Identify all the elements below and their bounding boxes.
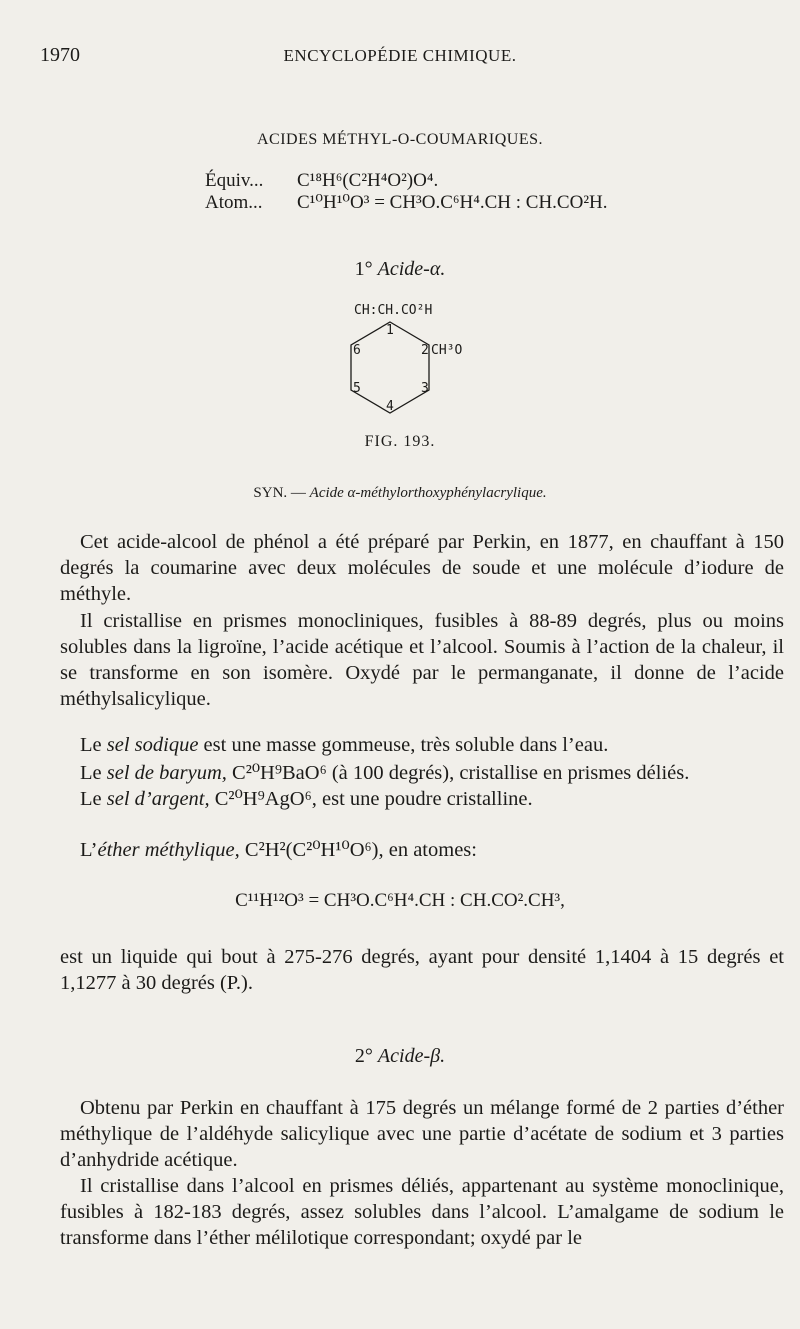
salt-barium-rest: C²⁰H⁹BaO⁶ (à 100 degrés), cristallise en prismes déliés. xyxy=(232,762,690,784)
synonym-dash: — xyxy=(290,485,306,501)
salt-silver-line xyxy=(80,786,533,811)
figure-position-4: 4 xyxy=(386,399,394,414)
benzene-ring-figure xyxy=(320,298,480,428)
figure-position-3: 3 xyxy=(421,381,429,396)
salt-barium-name: sel de baryum, xyxy=(106,762,227,784)
ether-rest: C²H²(C²⁰H¹⁰O⁶), en atomes: xyxy=(244,839,477,861)
formula-atom-label: Atom... xyxy=(205,192,263,213)
section-title: ACIDES MÉTHYL-O-COUMARIQUES. xyxy=(257,131,543,148)
alpha-paragraph-1: Cet acide-alcool de phénol a été préparé par Perkin, en 1877, en chauffant à 150 degrés la coumarine avec deux molécules de soude et une molécule d’iodure de méthyle. xyxy=(60,531,784,605)
salt-barium-line xyxy=(80,760,689,785)
figure-position-5: 5 xyxy=(353,381,361,396)
ether-name: éther méthylique, xyxy=(97,839,240,861)
formula-atom-row xyxy=(205,192,608,214)
beta-paragraph-1: Obtenu par Perkin en chauffant à 175 degrés un mélange formé de 2 parties d’éther méthylique de l’aldéhyde salicylique avec une partie d’acétate de sodium et 3 parties d’anhydride acétique. xyxy=(60,1097,784,1171)
ether-line xyxy=(80,837,477,862)
beta-paragraph-2: Il cristallise dans l’alcool en prismes déliés, appartenant au système monoclinique, fusibles à 182-183 degrés, assez solubles dans l’alcool. L’amalgame de sodium le transforme dans l’éther mélilotique correspondant; oxydé par le xyxy=(60,1175,784,1249)
salt-sodium-rest: est une masse gommeuse, très soluble dans l’eau. xyxy=(203,734,609,756)
salt-silver-pre: Le xyxy=(80,788,102,810)
acid-alpha-number: 1° xyxy=(354,258,373,280)
salt-sodium-pre: Le xyxy=(80,734,102,756)
figure-caption: FIG. 193. xyxy=(364,433,436,450)
formula-atom: C¹⁰H¹⁰O³ = CH³O.C⁶H⁴.CH : CH.CO²H. xyxy=(297,192,608,213)
acid-alpha-heading xyxy=(0,258,800,281)
figure-position-2: 2 xyxy=(421,343,429,358)
acid-beta-heading xyxy=(0,1045,800,1068)
acid-alpha-name: Acide-α. xyxy=(377,258,446,280)
acid-beta-number: 2° xyxy=(354,1045,373,1067)
salt-sodium-name: sel sodique xyxy=(106,734,199,756)
salt-barium-pre: Le xyxy=(80,762,102,784)
formula-equiv-label: Équiv... xyxy=(205,170,264,191)
figure-position-1: 1 xyxy=(386,323,394,338)
formula-block xyxy=(205,170,608,214)
figure-substituent: CH³O xyxy=(431,343,463,358)
alpha-paragraph-3: est un liquide qui bout à 275-276 degrés, ayant pour densité 1,1404 à 15 degrés et 1,1277 à 30 degrés (P.). xyxy=(60,946,784,994)
salt-silver-rest: C²⁰H⁹AgO⁶, est une poudre cristalline. xyxy=(214,788,533,810)
figure-side-chain: CH:CH.CO²H xyxy=(354,303,433,318)
alpha-paragraph-2: Il cristallise en prismes monocliniques, fusibles à 88-89 degrés, plus ou moins solubles dans la ligroïne, l’acide acétique et l’alcool. Soumis à l’action de la chaleur, il se transforme en son isomère. Oxydé par le permanganate, il donne de l’acide méthylsalicylique. xyxy=(60,610,784,710)
ether-formula: C¹¹H¹²O³ = CH³O.C⁶H⁴.CH : CH.CO².CH³, xyxy=(235,890,565,911)
ether-pre: L’ xyxy=(80,839,98,861)
synonym-label: SYN. xyxy=(253,485,288,501)
salt-silver-name: sel d’argent, xyxy=(106,788,210,810)
formula-equiv-row xyxy=(205,170,608,192)
figure-position-6: 6 xyxy=(353,343,361,358)
salt-sodium-line xyxy=(80,734,608,757)
synonym-text: Acide α-méthylorthoxyphénylacrylique. xyxy=(309,485,547,501)
acid-beta-name: Acide-β. xyxy=(377,1045,446,1067)
running-title: ENCYCLOPÉDIE CHIMIQUE. xyxy=(283,46,517,65)
synonym-line xyxy=(0,485,800,502)
formula-equiv: C¹⁸H⁶(C²H⁴O²)O⁴. xyxy=(297,170,439,191)
page-number: 1970 xyxy=(40,44,80,66)
running-header xyxy=(0,44,800,72)
